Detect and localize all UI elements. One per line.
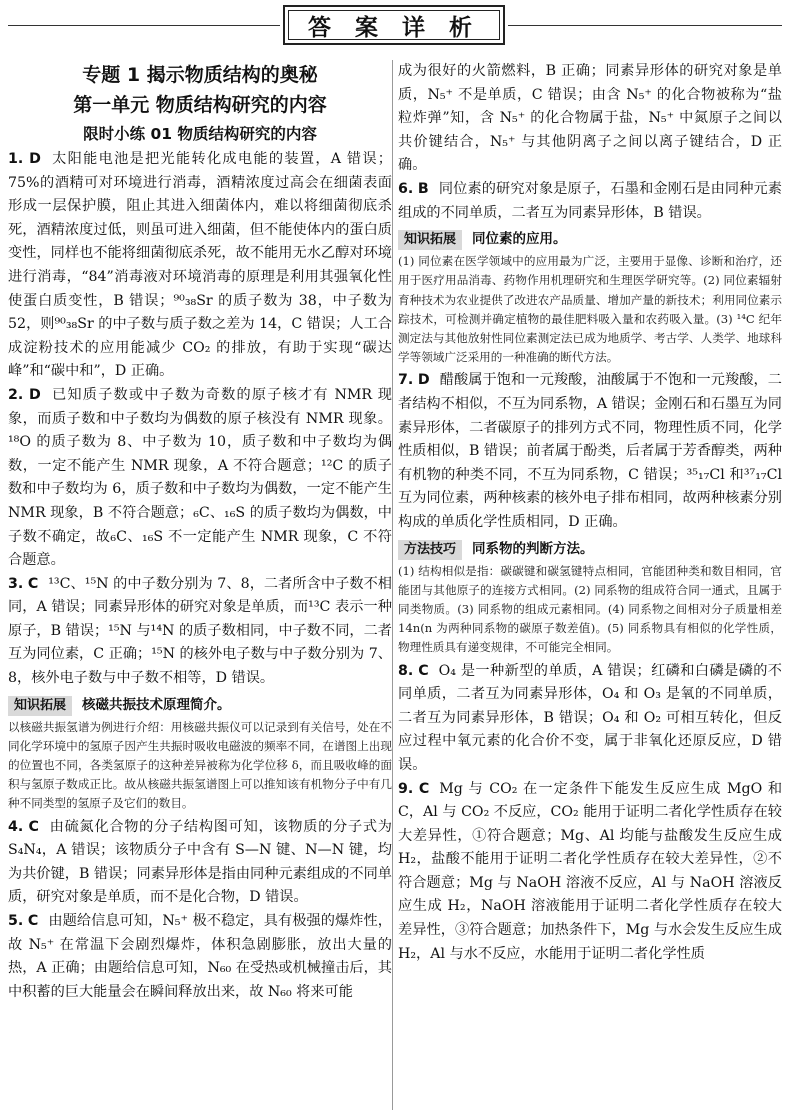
knowledge-title: 核磁共振技术原理简介。 (82, 696, 231, 713)
header-rule-right (508, 25, 782, 26)
item-explanation: O₄ 是一种新型的单质，A 错误；红磷和白磷是磷的不同单质，二者互为同素异形体，O₄ 和 O₃ 是氧的不同单质，二者互为同素异形体，B 错误；O₄ 和 O₂ 可相互转化，但反应过程中氧元素的化合价不变，属于非氧化还原反应，D 错误。 (398, 662, 782, 773)
item-explanation: 太阳能电池是把光能转化成电能的装置，A 错误；75%的酒精可对环境进行消毒，酒精浓度过高会在细菌表面形成一层保护膜，阻止其进入细菌体内，难以将细菌彻底杀死，酒精浓度过低，则虽可进入细菌，但不能使体内的蛋白质变性，同样也不能将细菌彻底杀死，故不能用无水乙醇对环境进行消毒，“84”消毒液对环境消毒的原理是利用其强氧化性使蛋白质变性，B 错误；⁹⁰₃₈Sr 的质子数为 38，中子数为 52，则⁹⁰₃₈Sr 的中子数与质子数之差为 14，C 错误；人工合成淀粉技术的应用能减少 CO₂ 的排放，有助于实现“碳达峰”和“碳中和”，D 正确。 (8, 151, 392, 380)
item-explanation: 已知质子数或中子数为奇数的原子核才有 NMR 现象，而质子数和中子数均为偶数的原子核没有 NMR 现象。¹⁸O 的质子数为 8、中子数为 10，质子数和中子数均为偶数，一定不能产生 NMR 现象，A 不符合题意；¹²C 的质子数和中子数均为 6，质子数和中子数均为偶数，一定不能产生 NMR 现象，B 不符合题意；₆C、₁₆S 的质子数均为偶数，中子数不确定，故₆C、₁₆S 不一定能产生 NMR 现象，C 不符合题意。 (8, 386, 392, 569)
item-number: 4. (8, 818, 24, 835)
item-explanation: 同位素的研究对象是原子，石墨和金刚石是由同种元素组成的不同单质，二者互为同素异形体，B 错误。 (398, 180, 782, 221)
answer-item-1 (8, 148, 392, 384)
method-text: (1) 结构相似是指：碳碳键和碳氢键特点相同，官能团种类和数目相同，官能团与其他原子的连接方式相同。(2) 同系物的组成符合同一通式，且属于同类物质。(3) 同系物的组成元素相同。(4) 同系物之间相对分子质量相差 14n(n 为两种同系物的碳原子数差值)。(5) 同系物具有相似的化学性质，物理性质具有递变规律，不可能完全相同。 (398, 563, 782, 655)
item-answer: D (28, 386, 41, 403)
unit-heading: 第一单元 物质结构研究的内容 (73, 94, 327, 116)
right-column (398, 60, 782, 1117)
practice-heading: 限时小练 01 物质结构研究的内容 (83, 125, 317, 143)
knowledge-text: (1) 同位素在医学领域中的应用最为广泛，主要用于显像、诊断和治疗，还用于医疗用品消毒、药物作用机理研究和生理医学研究等。(2) 同位素辐射育种技术为农业提供了改进农产品质量、增加产量的新技术；利用同位素示踪技术，可检测并确定植物的最佳肥料吸入量和农药吸入量。(3) ¹⁴C 纪年测定法与其他放射性同位素测定法已成为地质学、考古学、人类学、地球科学等领域广泛采用的一种准确的断代方法。 (398, 254, 782, 365)
header-rule-left (8, 25, 280, 26)
topic-heading: 专题 1 揭示物质结构的奥秘 (82, 64, 318, 86)
answer-item-2 (8, 384, 392, 573)
answer-banner (283, 5, 505, 45)
answer-item-5 (8, 910, 392, 1004)
item-answer: C (418, 662, 429, 679)
item-number: 3. (8, 575, 24, 592)
method-tag: 方法技巧 (398, 540, 462, 560)
item-answer: B (417, 180, 429, 197)
item-answer: C (28, 818, 39, 835)
method-box-header (398, 538, 782, 560)
item-number: 1. (8, 151, 24, 167)
answer-item-6 (398, 178, 782, 225)
knowledge-tag: 知识拓展 (8, 696, 72, 716)
item-number: 8. (398, 662, 414, 679)
item-answer: C (418, 780, 430, 797)
answer-item-7 (398, 369, 782, 534)
knowledge-title: 同位素的应用。 (472, 231, 567, 248)
answer-item-4 (8, 816, 392, 910)
left-column (8, 60, 392, 1117)
item-explanation: Mg 与 CO₂ 在一定条件下能发生反应生成 MgO 和 C，Al 与 CO₂ 不反应，CO₂ 能用于证明二者化学性质存在较大差异性，①符合题意；Mg、Al 均能与盐酸发生反应生成 H₂，盐酸不能用于证明二者化学性质存在较大差异性，②不符合题意；Mg 与 NaOH 溶液不反应，Al 与 NaOH 溶液反应生成 H₂，NaOH 溶液能用于证明二者化学性质存在较大差异性，③符合题意；加热条件下，Mg 与水会发生反应生成 H₂，Al 与水不反应，水能用于证明二者化学性质 (398, 780, 782, 962)
knowledge-text: 以核磁共振氢谱为例进行介绍：用核磁共振仪可以记录到有关信号，处在不同化学环境中的氢原子因产生共振时吸收电磁波的频率不同，在谱图上出现的位置也不同，各类氢原子的这种差异被称为化学位移 δ，而且吸收峰的面积与氢原子数成正比。故从核磁共振氢谱图上可以推知该有机物分子中有几种不同类型的氢原子及它们的数目。 (8, 719, 392, 811)
knowledge-tag: 知识拓展 (398, 230, 462, 250)
item-number: 7. (398, 372, 414, 389)
answer-item-8 (398, 660, 782, 778)
item-answer: C (27, 913, 39, 930)
item-number: 6. (398, 180, 414, 197)
item-answer: C (27, 575, 39, 592)
method-title: 同系物的判断方法。 (472, 540, 594, 557)
item-answer: D (29, 151, 41, 167)
knowledge-box-header (8, 694, 392, 716)
item-explanation: 醋酸属于饱和一元羧酸，油酸属于不饱和一元羧酸，二者结构不相似，不互为同系物，A 错误；金刚石和石墨互为同素异形体，二者碳原子的排列方式不同，物理性质不同，化学性质相似，B 错误；前者属于酚类，后者属于芳香醇类，两种有机物的种类不同，不互为同系物，C 错误；³⁵₁₇Cl 和³⁷₁₇Cl 互为同位素，两种核素的核外电子排布相同，故两种核素分别构成的单质化学性质相同，D 正确。 (398, 372, 782, 530)
answer-item-3 (8, 573, 392, 691)
banner-title: 答 案 详 析 (288, 10, 500, 40)
item-answer: D (417, 372, 430, 389)
item-explanation: ¹³C、¹⁵N 的中子数分别为 7、8，二者所含中子数不相同，A 错误；同素异形体的研究对象是单质，而¹³C 表示一种原子，B 错误；¹⁵N 与¹⁴N 的质子数相同，中子数不同，二者互为同位素，C 正确；¹⁵N 的核外电子数与中子数分别为 7、8，核外电子数与中子数不相等，D 错误。 (8, 575, 392, 687)
answer-item-9 (398, 778, 782, 967)
item-number: 5. (8, 913, 24, 930)
knowledge-box-header (398, 228, 782, 250)
item-explanation: 由硫氮化合物的分子结构图可知，该物质的分子式为 S₄N₄，A 错误；该物质分子中含有 S—N 键、N—N 键，均为共价键，B 错误；同素异形体是指由同种元素组成的不同单质，研究对象是单质，而不是化合物，D 错误。 (8, 818, 392, 906)
column-divider (392, 60, 393, 1110)
answer-item-5-continued: 成为很好的火箭燃料，B 正确；同素异形体的研究对象是单质，N₅⁺ 不是单质，C 错误；由含 N₅⁺ 的化合物被称为“盐粒炸弹”知，含 N₅⁺ 的化合物属于盐，N₅⁺ 中氮原子之间以共价键结合，N₅⁺ 与其他阴离子之间以离子键结合，D 正确。 (398, 63, 782, 174)
item-number: 2. (8, 386, 24, 403)
item-explanation: 由题给信息可知，N₅⁺ 极不稳定，具有极强的爆炸性，故 N₅⁺ 在常温下会剧烈爆炸，体积急剧膨胀，放出大量的热，A 正确；由题给信息可知，N₆₀ 在受热或机械撞击后，其中积蓄的巨大能量会在瞬间释放出来，故 N₆₀ 将来可能 (8, 913, 392, 1000)
item-number: 9. (398, 780, 414, 797)
